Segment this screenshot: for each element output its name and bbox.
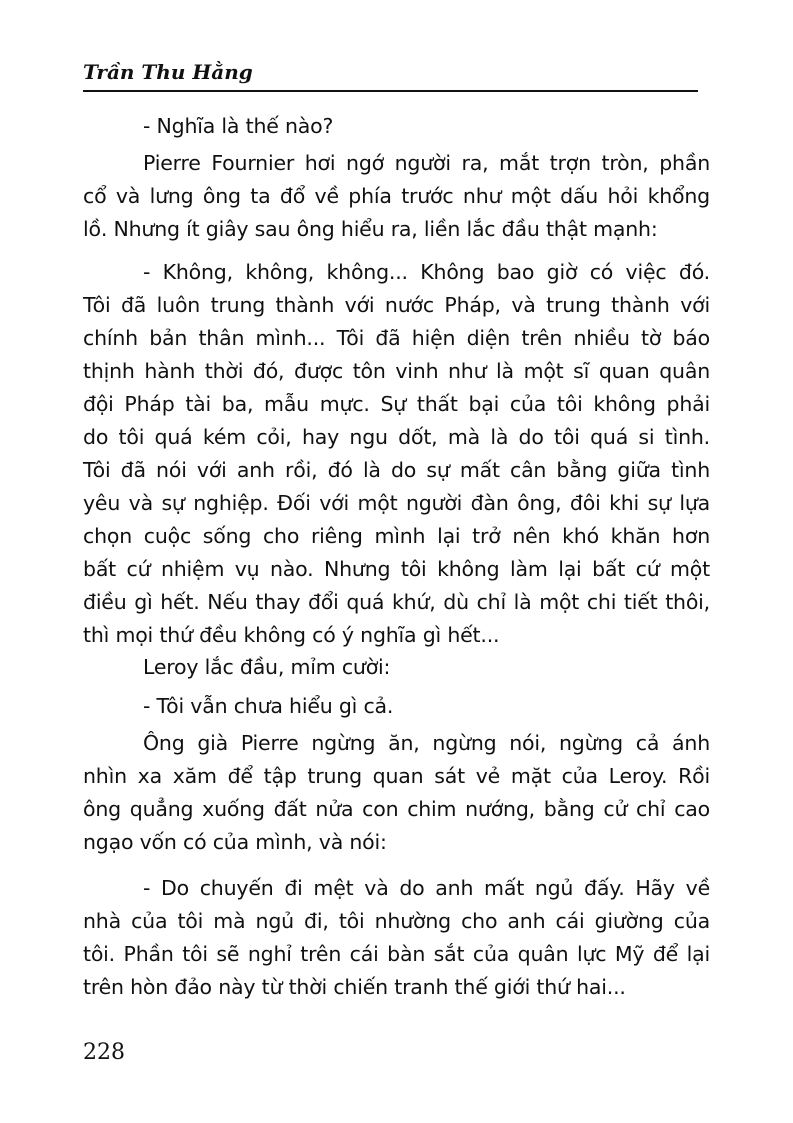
- paragraph-7-line: trên hòn đảo này từ thời chiến tranh thế giới thứ hai...: [83, 975, 626, 999]
- paragraph-3-line: đội Pháp tài ba, mẫu mực. Sự thất bại của tôi không phải: [83, 392, 710, 416]
- paragraph-2-line: cổ và lưng ông ta đổ về phía trước như một dấu hỏi khổng: [83, 184, 710, 208]
- paragraph-3-line: Tôi đã nói với anh rồi, đó là do sự mất cân bằng giữa tình: [83, 458, 710, 482]
- paragraph-5-line: - Tôi vẫn chưa hiểu gì cả.: [143, 694, 394, 718]
- paragraph-6-line: Ông già Pierre ngừng ăn, ngừng nói, ngừng cả ánh: [143, 731, 710, 755]
- paragraph-6-line: nhìn xa xăm để tập trung quan sát vẻ mặt của Leroy. Rồi: [83, 764, 710, 788]
- paragraph-3-line: - Không, không, không... Không bao giờ có việc đó.: [143, 260, 710, 284]
- paragraph-3-line: chọn cuộc sống cho riêng mình lại trở nên khó khăn hơn: [83, 524, 710, 548]
- running-head-author: Trần Thu Hằng: [83, 60, 253, 84]
- paragraph-4-line: Leroy lắc đầu, mỉm cười:: [143, 655, 391, 679]
- paragraph-7-line: tôi. Phần tôi sẽ nghỉ trên cái bàn sắt của quân lực Mỹ để lại: [83, 942, 710, 966]
- paragraph-7-line: - Do chuyến đi mệt và do anh mất ngủ đấy. Hãy về: [143, 876, 710, 900]
- page-number: 228: [83, 1040, 125, 1065]
- paragraph-7-line: nhà của tôi mà ngủ đi, tôi nhường cho anh cái giường của: [83, 909, 710, 933]
- paragraph-6-line: ngạo vốn có của mình, và nói:: [83, 830, 387, 854]
- paragraph-2-line: lồ. Nhưng ít giây sau ông hiểu ra, liền lắc đầu thật mạnh:: [83, 217, 658, 241]
- paragraph-6-line: ông quẳng xuống đất nửa con chim nướng, bằng cử chỉ cao: [83, 797, 710, 821]
- paragraph-2-line: Pierre Fournier hơi ngớ người ra, mắt trợn tròn, phần: [143, 151, 710, 175]
- paragraph-3-line: chính bản thân mình... Tôi đã hiện diện trên nhiều tờ báo: [83, 326, 710, 350]
- paragraph-3-line: điều gì hết. Nếu thay đổi quá khứ, dù chỉ là một chi tiết thôi,: [83, 590, 710, 614]
- paragraph-3-line: yêu và sự nghiệp. Đối với một người đàn ông, đôi khi sự lựa: [83, 491, 710, 515]
- paragraph-3-line: Tôi đã luôn trung thành với nước Pháp, và trung thành với: [83, 293, 710, 317]
- header-rule: [83, 90, 698, 92]
- paragraph-3-line: do tôi quá kém cỏi, hay ngu dốt, mà là do tôi quá si tình.: [83, 425, 710, 449]
- paragraph-3-line: bất cứ nhiệm vụ nào. Nhưng tôi không làm lại bất cứ một: [83, 557, 710, 581]
- paragraph-3-line: thì mọi thứ đều không có ý nghĩa gì hết...: [83, 623, 500, 647]
- paragraph-1-line: - Nghĩa là thế nào?: [143, 114, 334, 138]
- paragraph-3-line: thịnh hành thời đó, được tôn vinh như là một sĩ quan quân: [83, 359, 710, 383]
